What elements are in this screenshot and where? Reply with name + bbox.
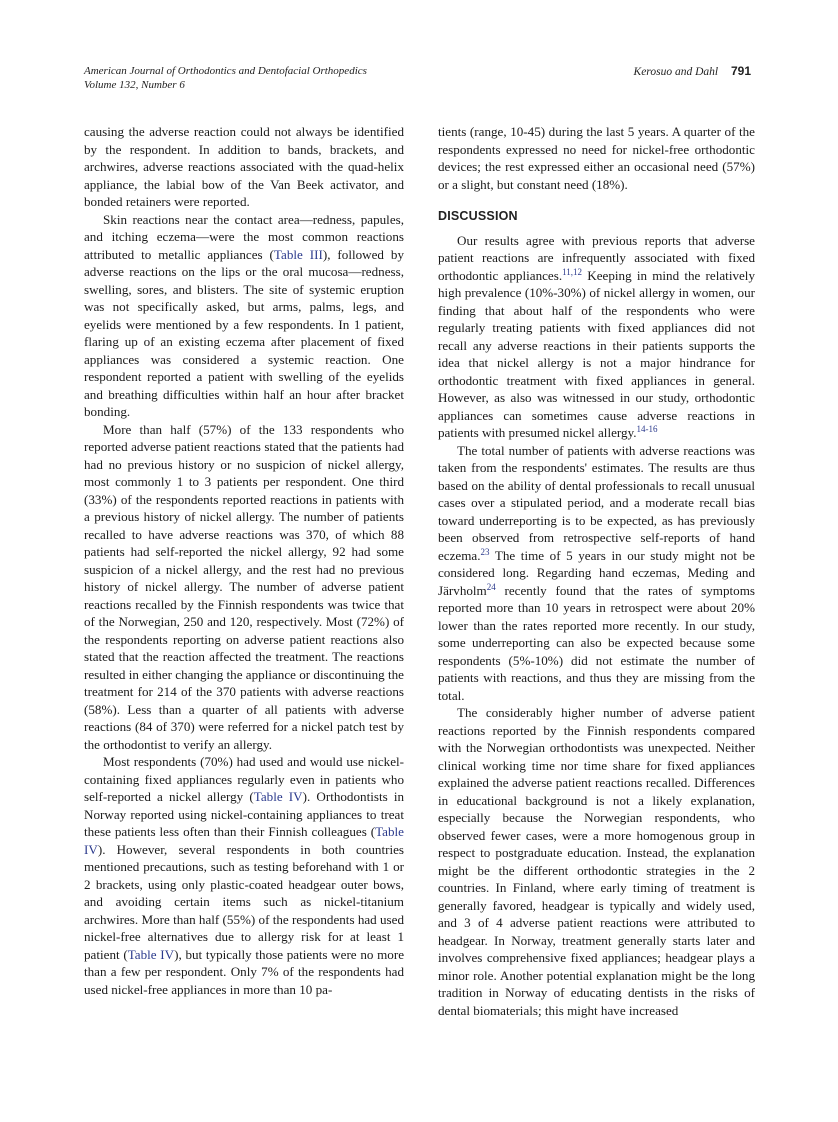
citation-link[interactable]: 14-16	[636, 424, 658, 434]
citation-link[interactable]: 23	[480, 546, 490, 557]
section-heading-discussion: DISCUSSION	[438, 209, 518, 223]
table-reference-link[interactable]: Table IV	[127, 946, 175, 962]
right-column	[438, 123, 755, 1019]
paragraph: Most respondents (70%) had used and would use nickel-containing fixed appliances regularly even in patients who self-reported a nickel allergy (Table IV). Orthodontists in Norway reported using nickel-containing appliances to treat these patients less often than their Finnish colleagues (Table IV). However, several respondents in both countries mentioned precautions, such as testing beforehand with 1 or 2 brackets, using only plastic-coated headgear outer bows, and avoiding certain items such as nickel-titanium archwires. More than half (55%) of the respondents had used nickel-free alternatives due to allergy risk for at least 1 patient (Table IV), but typically those patients were no more than a few per respondent. Only 7% of the respondents had used nickel-free appliances in more than 10 pa-	[84, 754, 405, 997]
journal-title: American Journal of Orthodontics and Dentofacial Orthopedics	[84, 65, 367, 77]
paragraph: More than half (57%) of the 133 respondents who reported adverse patient reactions stated that the patients had had no previous history or no suspicion of nickel allergy, most commonly 1 to 3 patients per respondent. One third (33%) of the respondents reported reactions in patients with a previous history of nickel allergy. The number of patients recalled to have adverse reactions was 370, of which 88 patients had self-reported the nickel allergy, 92 had some suspicion of a nickel allergy, and the rest had no previous history of nickel allergy. The number of adverse patient reactions recalled by the Finnish respondents was twice that of the Norwegian, 250 and 120, respectively. Most (72%) of the respondents reporting on adverse patient reactions also stated that the reaction affected the treatment. The reactions resulted in either changing the appliance or discontinuing the treatment for 214 of the 370 patients with adverse reactions (58%). Less than a quarter of all patients with adverse reactions (84 of 370) were referred for a nickel patch test by the orthodontist to verify an allergy.	[84, 421, 404, 752]
paragraph: The total number of patients with adverse reactions was taken from the respondents' estimates. The results are thus based on the ability of dental professionals to recall unusual cases over a stipulated period, and a moderate recall bias toward underreporting is to be expected, as has previously been observed from retrospective self-reports of hand eczema.$^{23}$ The time of 5 years in our study might not be considered long. Regarding hand eczemas, Meding and Järvholm$^{24}$ recently found that the rates of symptoms reported more than 10 years in retrospect were about 20% lower than the rates reported more recently. In our study, some underreporting can also be expected because some respondents (5%-10%) did not estimate the number of patients with reactions, and thus they are missing from the total.	[438, 442, 755, 703]
paragraph: Skin reactions near the contact area—redness, papules, and itching eczema—were the most common reactions attributed to metallic appliances (Table III), followed by adverse reactions on the lips or the oral mucosa—redness, swelling, sores, and blisters. The site of systemic eruption was not specifically asked, but arms, palms, legs, and eyelids were mentioned by a few respondents. In 1 patient, flaring up of an existing eczema after placement of fixed appliances was considered a systemic reaction. One respondent reported a patient with swelling of the eyelids and breathing difficulties within half an hour after bracket bonding.	[84, 211, 404, 419]
journal-volume: Volume 132, Number 6	[84, 79, 185, 91]
author-names: Kerosuo and Dahl	[633, 66, 719, 78]
table-reference-link[interactable]: Table IV	[84, 824, 404, 857]
table-reference-link[interactable]: Table IV	[253, 789, 303, 804]
paragraph: tients (range, 10-45) during the last 5 years. A quarter of the respondents expressed no need for nickel-free orthodontic devices; the rest expressed either an occasional need (57%) or a slight, but constant need (18%).	[438, 124, 755, 192]
running-header-authors	[634, 64, 751, 78]
paragraph: causing the adverse reaction could not always be identified by the respondent. In addition to bands, brackets, and archwires, adverse reactions associated with the quad-helix appliance, the labial bow of the Van Beek activator, and bonded retainers were reported.	[84, 124, 404, 209]
paragraph: Our results agree with previous reports that adverse patient reactions are infrequently associated with fixed orthodontic appliances.$^{11,12}$ Keeping in mind the relatively high prevalence (10%-30%) of nickel allergy in women, our finding that about half of the respondents who were regularly treating patients with fixed appliances did not recall any adverse reactions in their patients supports the idea that nickel allergy is not a major hindrance for orthodontic treatment with fixed appliances in general. However, as also was witnessed in our study, orthodontic appliances can sometimes cause adverse reactions in patients with presumed nickel allergy.$^{14-16}$	[438, 232, 755, 440]
left-column	[84, 123, 404, 998]
page-number: 791	[730, 64, 751, 78]
citation-link[interactable]: 11,12	[562, 266, 583, 277]
paragraph: The considerably higher number of adverse patient reactions reported by the Finnish respondents compared with the Norwegian orthodontists was unexpected. Neither clinical working time nor time share for fixed appliances explained the adverse patient reactions recalled. Differences in educational background is not a likely explanation, especially because the Norwegian respondents, who observed fewer cases, were a more homogenous group in respect to postgraduate education. Instead, the explanation might be the different orthodontic strategies in the 2 countries. In Finland, where early timing of treatment is generally favored, headgear is typically and widely used, and 3 of 4 adverse patient reactions were attributed to headgear. In Norway, treatment generally starts later and involves comprehensive fixed appliances; headgear plays a minor role. Another potential explanation might be the long tradition in Norway of educating dentists in the risks of dental biomaterials; this might have increased	[438, 705, 755, 1018]
citation-link[interactable]: 24	[486, 581, 496, 592]
table-reference-link[interactable]: Table III	[273, 246, 323, 262]
running-header-journal	[84, 64, 504, 92]
